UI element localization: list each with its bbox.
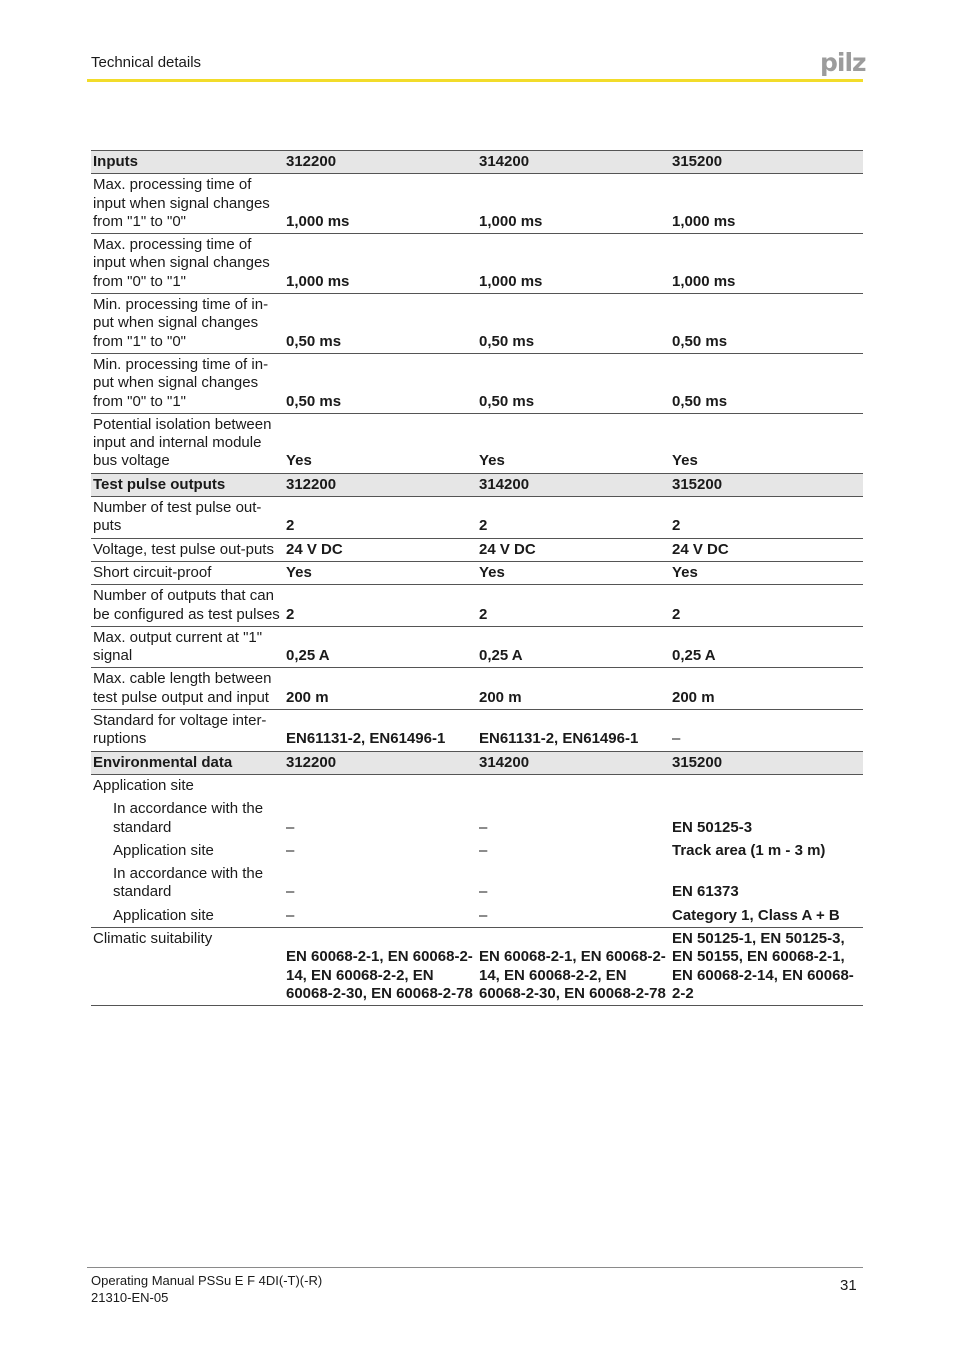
column-header: 315200 (670, 151, 863, 174)
cell-value: Yes (477, 561, 670, 584)
cell-value: EN61131-2, EN61496-1 (477, 710, 670, 752)
table-row (91, 561, 863, 584)
cell-value: EN 61373 (672, 883, 739, 901)
subrow-label: In accordance with the standard (113, 800, 264, 836)
column-header: 314200 (477, 151, 670, 174)
cell-value: 24 V DC (670, 538, 863, 561)
column-header: 315200 (670, 751, 863, 774)
row-label: Max. cable length between test pulse output and input (91, 668, 284, 710)
table-row (91, 538, 863, 561)
cell-value: Track area (1 m - 3 m) (672, 841, 826, 859)
cell-value: Yes (284, 561, 477, 584)
cell-value: Category 1, Class A + B (670, 904, 863, 928)
cell-value: – (286, 818, 295, 836)
row-label: Number of test pulse out-puts (91, 497, 284, 539)
header-divider (87, 79, 863, 82)
section-title: Test pulse outputs (91, 473, 284, 496)
column-header: 312200 (284, 473, 477, 496)
cell-value: 2 (670, 585, 863, 627)
cell-value: 1,000 ms (284, 234, 477, 294)
technical-details-table (91, 150, 863, 1006)
row-label: Min. processing time of in-put when signal changes from "1" to "0" (91, 294, 284, 354)
cell-value: EN 60068-2-1, EN 60068-2-14, EN 60068-2-2, EN 60068-2-30, EN 60068-2-78 (284, 927, 477, 1005)
section-header-environmental-data (91, 751, 863, 774)
table-row (91, 497, 863, 539)
table-row (91, 626, 863, 668)
row-label: Min. processing time of in-put when signal changes from "0" to "1" (91, 353, 284, 413)
cell-value: EN 50125-1, EN 50125-3, EN 50155, EN 60068-2-1, EN 60068-2-14, EN 60068-2-2 (670, 927, 863, 1005)
footer-document-number: 21310-EN-05 (91, 1290, 169, 1305)
table-subrow (91, 839, 863, 862)
cell-value: Yes (284, 413, 477, 473)
cell-value: 0,50 ms (670, 294, 863, 354)
column-header: 312200 (284, 151, 477, 174)
row-label: Max. processing time of input when signal changes from "0" to "1" (91, 234, 284, 294)
cell-value: 2 (477, 497, 670, 539)
table-subrow (91, 862, 863, 904)
table-row (91, 585, 863, 627)
cell-value: 1,000 ms (284, 174, 477, 234)
section-title: Inputs (91, 151, 284, 174)
cell-value: 200 m (477, 668, 670, 710)
table-row-climatic-suitability (91, 927, 863, 1005)
row-label: Potential isolation between input and internal module bus voltage (91, 413, 284, 473)
section-title: Environmental data (91, 751, 284, 774)
subrow-label: Application site (113, 841, 214, 859)
table-row (91, 234, 863, 294)
table-row (91, 353, 863, 413)
table-row (91, 413, 863, 473)
cell-value: 2 (670, 497, 863, 539)
cell-value: 0,50 ms (477, 353, 670, 413)
cell-value: 2 (284, 497, 477, 539)
column-header: 314200 (477, 751, 670, 774)
footer-manual-title: Operating Manual PSSu E F 4DI(-T)(-R) (91, 1273, 323, 1288)
cell-value: – (479, 841, 488, 859)
group-row-application-site (91, 774, 863, 797)
table-subrow (91, 904, 863, 928)
cell-value: 0,50 ms (284, 353, 477, 413)
cell-value: Yes (670, 413, 863, 473)
section-header-test-pulse-outputs (91, 473, 863, 496)
pilz-logo: pilz (820, 48, 866, 77)
cell-value: EN61131-2, EN61496-1 (284, 710, 477, 752)
row-label: Short circuit-proof (91, 561, 284, 584)
cell-value: 24 V DC (284, 538, 477, 561)
page-header-title: Technical details (91, 54, 202, 71)
cell-value: 0,25 A (284, 626, 477, 668)
cell-value: – (286, 841, 295, 859)
row-label: Max. processing time of input when signal changes from "1" to "0" (91, 174, 284, 234)
cell-value: Yes (670, 561, 863, 584)
cell-value: 0,25 A (670, 626, 863, 668)
cell-value: 200 m (284, 668, 477, 710)
cell-value: – (286, 883, 295, 901)
cell-value: Yes (477, 413, 670, 473)
cell-value: 1,000 ms (670, 174, 863, 234)
row-label: Standard for voltage inter-ruptions (91, 710, 284, 752)
subrow-label: In accordance with the standard (113, 865, 264, 901)
cell-value: 2 (477, 585, 670, 627)
cell-value: 1,000 ms (670, 234, 863, 294)
table-subrow (91, 797, 863, 839)
cell-value: EN 50125-3 (672, 818, 753, 836)
row-label: Voltage, test pulse out-puts (91, 538, 284, 561)
cell-value: – (477, 904, 670, 928)
table-row (91, 668, 863, 710)
table-row (91, 174, 863, 234)
cell-value: EN 60068-2-1, EN 60068-2-14, EN 60068-2-2, EN 60068-2-30, EN 60068-2-78 (477, 927, 670, 1005)
section-header-inputs (91, 151, 863, 174)
subrow-label: Application site (91, 904, 284, 928)
row-label: Number of outputs that can be configured as test pulses (91, 585, 284, 627)
cell-value: – (479, 818, 488, 836)
table-row (91, 294, 863, 354)
cell-value: 24 V DC (477, 538, 670, 561)
row-label: Climatic suitability (91, 927, 284, 1005)
footer-divider (87, 1267, 863, 1268)
cell-value: 0,25 A (477, 626, 670, 668)
cell-value: 0,50 ms (477, 294, 670, 354)
cell-value: 1,000 ms (477, 234, 670, 294)
cell-value: 2 (284, 585, 477, 627)
column-header: 314200 (477, 473, 670, 496)
cell-value: 0,50 ms (670, 353, 863, 413)
column-header: 315200 (670, 473, 863, 496)
cell-value: 0,50 ms (284, 294, 477, 354)
cell-value: – (670, 710, 863, 752)
cell-value: – (284, 904, 477, 928)
page-number: 31 (840, 1277, 857, 1294)
table-row (91, 710, 863, 752)
cell-value: 1,000 ms (477, 174, 670, 234)
column-header: 312200 (284, 751, 477, 774)
cell-value: – (479, 883, 488, 901)
cell-value: 200 m (670, 668, 863, 710)
row-label: Max. output current at "1" signal (91, 626, 284, 668)
group-label: Application site (93, 776, 194, 794)
